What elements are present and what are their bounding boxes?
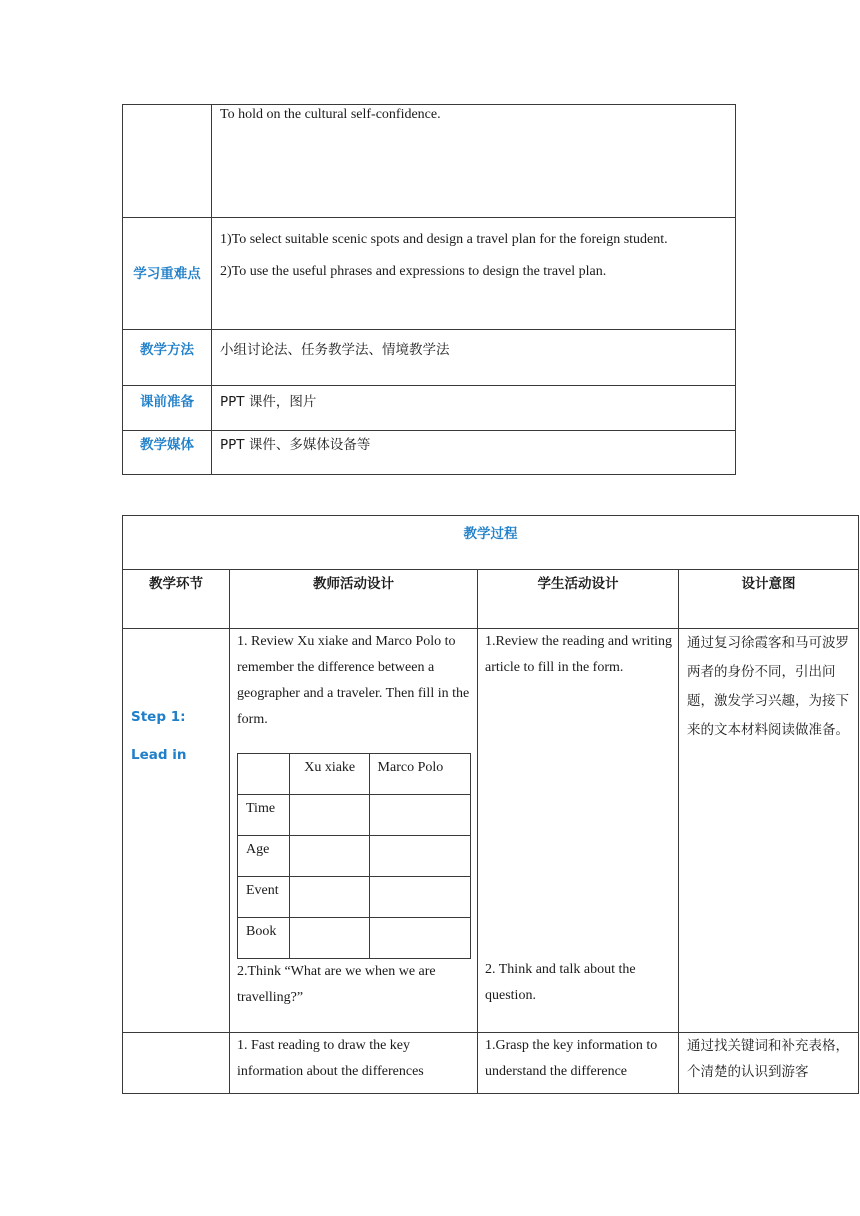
form-cell — [290, 877, 369, 918]
step1-teacher-task2: 2.Think “What are we when we are travelling?” — [237, 964, 436, 1005]
method-value-cell — [212, 330, 736, 386]
step1-student-task1: 1.Review the reading and writing article to fill in the form. — [485, 634, 673, 675]
step1-student-task2: 2. Think and talk about the question. — [485, 962, 636, 1003]
key-point-1: 1)To select suitable scenic spots and design a travel plan for the foreign student. — [220, 232, 668, 247]
form-cell — [369, 836, 470, 877]
method-label: 教学方法 — [140, 342, 194, 358]
form-cell — [369, 877, 470, 918]
media-value-cell — [212, 431, 736, 475]
method-value: 小组讨论法、任务教学法、情境教学法 — [220, 342, 450, 358]
method-label-cell — [123, 330, 212, 386]
step1-intent: 通过复习徐霞客和马可波罗两者的身份不同，引出问题，激发学习兴趣，为接下来的文本材料阅读做准备。 — [687, 635, 849, 738]
media-label-cell — [123, 431, 212, 475]
form-row-age: Age — [238, 836, 290, 877]
key-point-2: 2)To use the useful phrases and expressions to design the travel plan. — [220, 264, 607, 279]
culture-goal-text: To hold on the cultural self-confidence. — [220, 107, 441, 122]
step1-number: Step 1: — [131, 709, 186, 725]
form-cell — [369, 918, 470, 959]
prep-label: 课前准备 — [140, 394, 194, 410]
header-intent: 设计意图 — [679, 570, 859, 629]
step2-intent-cell — [679, 1033, 859, 1094]
objectives-table — [122, 104, 736, 475]
key-points-label-cell — [123, 218, 212, 330]
form-cell — [290, 795, 369, 836]
step1-intent-cell — [679, 629, 859, 1033]
form-cell — [290, 918, 369, 959]
step2-student-cell — [478, 1033, 679, 1094]
media-label: 教学媒体 — [140, 437, 194, 453]
header-stage: 教学环节 — [123, 570, 230, 629]
culture-goal-cell — [212, 105, 736, 218]
step2-label-cell — [123, 1033, 230, 1094]
empty-label-cell — [123, 105, 212, 218]
step1-teacher-task1: 1. Review Xu xiake and Marco Polo to remember the difference between a geographer and a traveler. Then fill in the form. — [237, 634, 470, 727]
form-corner — [238, 754, 290, 795]
media-value: PPT 课件、多媒体设备等 — [220, 437, 371, 453]
header-student: 学生活动设计 — [478, 570, 679, 629]
process-table — [122, 515, 859, 1094]
form-col-xuxiake: Xu xiake — [290, 754, 369, 795]
header-teacher: 教师活动设计 — [230, 570, 478, 629]
key-points-label: 学习重难点 — [133, 265, 201, 282]
step2-teacher-task: 1. Fast reading to draw the key information about the differences — [237, 1038, 424, 1079]
process-title: 教学过程 — [463, 526, 518, 542]
step2-teacher-cell — [230, 1033, 478, 1094]
step1-teacher-cell — [230, 629, 478, 1033]
form-row-book: Book — [238, 918, 290, 959]
step1-label-cell — [123, 629, 230, 1033]
step1-student-cell — [478, 629, 679, 1033]
form-row-event: Event — [238, 877, 290, 918]
step2-student-task: 1.Grasp the key information to understand the difference — [485, 1038, 658, 1079]
step1-name: Lead in — [131, 747, 187, 763]
form-row-time: Time — [238, 795, 290, 836]
prep-label-cell — [123, 386, 212, 431]
step2-intent: 通过找关键词和补充表格，个清楚的认识到游客 — [687, 1038, 849, 1080]
comparison-form — [237, 753, 471, 959]
key-points-cell — [212, 218, 736, 330]
form-cell — [290, 836, 369, 877]
prep-value: PPT 课件，图片 — [220, 394, 317, 410]
form-cell — [369, 795, 470, 836]
process-title-cell — [123, 516, 859, 570]
form-col-marcopolo: Marco Polo — [369, 754, 470, 795]
prep-value-cell — [212, 386, 736, 431]
